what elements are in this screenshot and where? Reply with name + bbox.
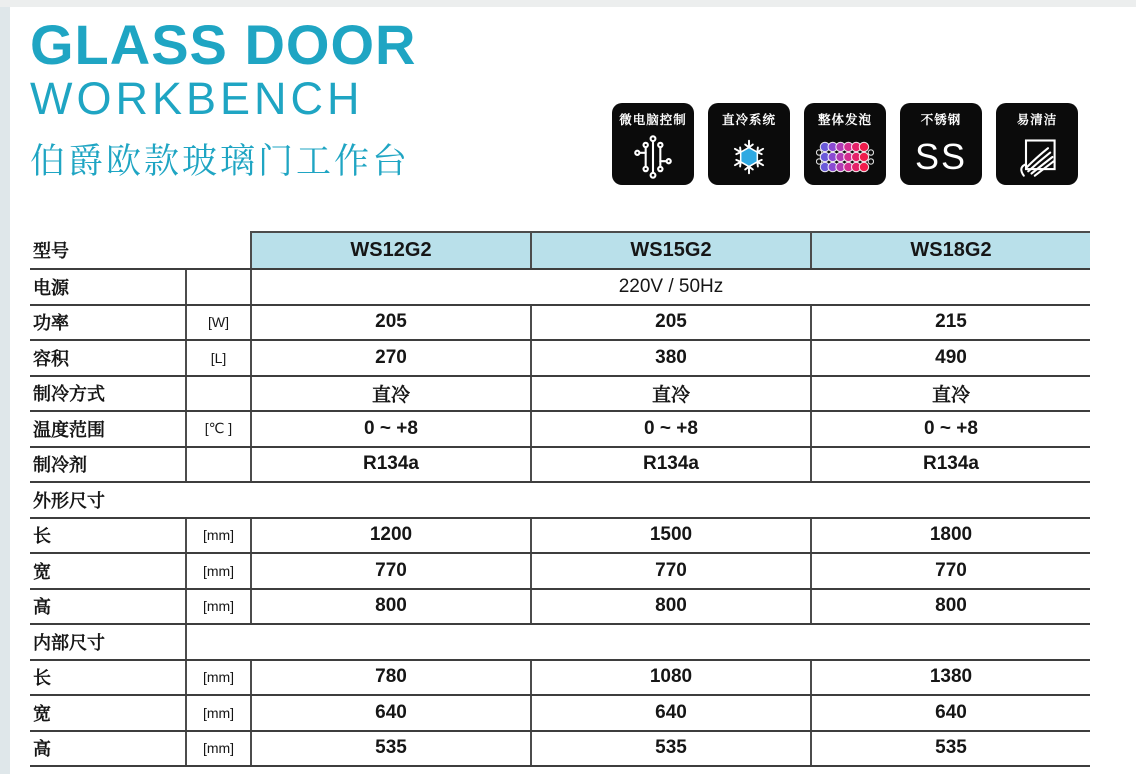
row-label: 高 <box>33 739 51 760</box>
row-value: 1800 <box>810 519 1090 553</box>
row-value: 0 ~ +8 <box>810 412 1090 446</box>
row-value: 640 <box>530 696 810 730</box>
row-value: 205 <box>530 306 810 340</box>
page-edge-left <box>0 0 10 774</box>
row-label: 制冷方式 <box>33 384 105 405</box>
row-value: R134a <box>810 448 1090 482</box>
row-value: 1500 <box>530 519 810 553</box>
page-edge-top <box>0 0 1136 7</box>
row-value: R134a <box>530 448 810 482</box>
row-value: 800 <box>810 590 1090 624</box>
row-value: 0 ~ +8 <box>250 412 530 446</box>
section-row-internal-dimensions <box>30 625 1090 661</box>
spec-row-ext-width <box>30 554 1090 590</box>
row-value: 直冷 <box>530 377 810 411</box>
feature-badges <box>612 103 1078 185</box>
badge-stainless-steel <box>900 103 982 185</box>
badge-label: 易清洁 <box>1016 113 1058 127</box>
row-value: 0 ~ +8 <box>530 412 810 446</box>
row-value: 800 <box>530 590 810 624</box>
badge-integral-foaming <box>804 103 886 185</box>
spec-row-refrigerant <box>30 448 1090 484</box>
badge-label: 整体发泡 <box>817 113 872 127</box>
stainless-steel-ss-text <box>915 128 967 185</box>
row-unit: [mm] <box>185 696 250 730</box>
row-unit <box>185 270 250 304</box>
wipe-hand-icon <box>1015 128 1059 185</box>
section-label: 内部尺寸 <box>33 632 105 653</box>
spec-row-ext-length <box>30 519 1090 555</box>
badge-label: 微电脑控制 <box>619 113 687 127</box>
page-title-cn: 伯爵欧款玻璃门工作台 <box>30 142 411 182</box>
spec-row-volume <box>30 341 1090 377</box>
model-name-1: WS12G2 <box>250 231 530 268</box>
spec-row-int-height <box>30 732 1090 768</box>
row-unit: [mm] <box>185 732 250 766</box>
row-value: 270 <box>250 341 530 375</box>
row-value: R134a <box>250 448 530 482</box>
badge-microcomputer-control <box>612 103 694 185</box>
title-block <box>30 13 417 184</box>
row-label: 长 <box>33 526 51 547</box>
badge-label: 直冷系统 <box>721 113 776 127</box>
row-value: 535 <box>250 732 530 766</box>
spec-row-power <box>30 306 1090 342</box>
row-label: 容积 <box>33 348 69 369</box>
model-name-2: WS15G2 <box>530 231 810 268</box>
row-value: 640 <box>250 696 530 730</box>
page-subtitle-en: WORKBENCH <box>30 73 364 125</box>
circuit-icon <box>632 128 674 185</box>
row-label: 高 <box>33 597 51 618</box>
row-unit: [mm] <box>185 590 250 624</box>
model-label-cell: 型号 <box>33 240 69 261</box>
row-unit: [L] <box>185 341 250 375</box>
row-value: 800 <box>250 590 530 624</box>
model-name-3: WS18G2 <box>810 231 1090 268</box>
spec-row-int-length <box>30 661 1090 697</box>
row-value-span: 220V / 50Hz <box>250 270 1090 304</box>
row-unit: [℃ ] <box>185 412 250 446</box>
row-label: 电源 <box>33 277 69 298</box>
spec-row-power-supply <box>30 270 1090 306</box>
row-label: 功率 <box>33 313 69 334</box>
section-label: 外形尺寸 <box>33 490 105 511</box>
badge-label: 不锈钢 <box>920 113 962 127</box>
row-unit: [mm] <box>185 554 250 588</box>
spec-row-temp-range <box>30 412 1090 448</box>
spec-table <box>30 231 1090 767</box>
row-value: 1380 <box>810 661 1090 695</box>
row-label: 宽 <box>33 561 51 582</box>
spec-row-cooling-type <box>30 377 1090 413</box>
row-label: 宽 <box>33 703 51 724</box>
row-value: 1200 <box>250 519 530 553</box>
table-header-row <box>30 231 1090 270</box>
row-value: 640 <box>810 696 1090 730</box>
row-unit: [mm] <box>185 661 250 695</box>
row-value: 770 <box>250 554 530 588</box>
row-unit <box>185 448 250 482</box>
empty-cell <box>185 625 1090 659</box>
section-row-external-dimensions <box>30 483 1090 519</box>
row-label: 温度范围 <box>33 419 105 440</box>
row-value: 205 <box>250 306 530 340</box>
ss-text: SS <box>914 135 968 177</box>
snowflake-icon <box>726 128 772 185</box>
row-label: 制冷剂 <box>33 455 87 476</box>
row-value: 215 <box>810 306 1090 340</box>
page-title-en: GLASS DOOR <box>30 13 417 76</box>
row-value: 770 <box>530 554 810 588</box>
row-value: 1080 <box>530 661 810 695</box>
row-value: 490 <box>810 341 1090 375</box>
row-value: 780 <box>250 661 530 695</box>
row-value: 直冷 <box>250 377 530 411</box>
row-value: 535 <box>530 732 810 766</box>
spec-row-int-width <box>30 696 1090 732</box>
badge-direct-cooling <box>708 103 790 185</box>
foam-icon <box>816 128 874 185</box>
row-value: 535 <box>810 732 1090 766</box>
row-unit <box>185 377 250 411</box>
row-label: 长 <box>33 668 51 689</box>
row-value: 380 <box>530 341 810 375</box>
row-value: 直冷 <box>810 377 1090 411</box>
row-unit: [mm] <box>185 519 250 553</box>
spec-row-ext-height <box>30 590 1090 626</box>
badge-easy-clean <box>996 103 1078 185</box>
row-value: 770 <box>810 554 1090 588</box>
row-unit: [W] <box>185 306 250 340</box>
